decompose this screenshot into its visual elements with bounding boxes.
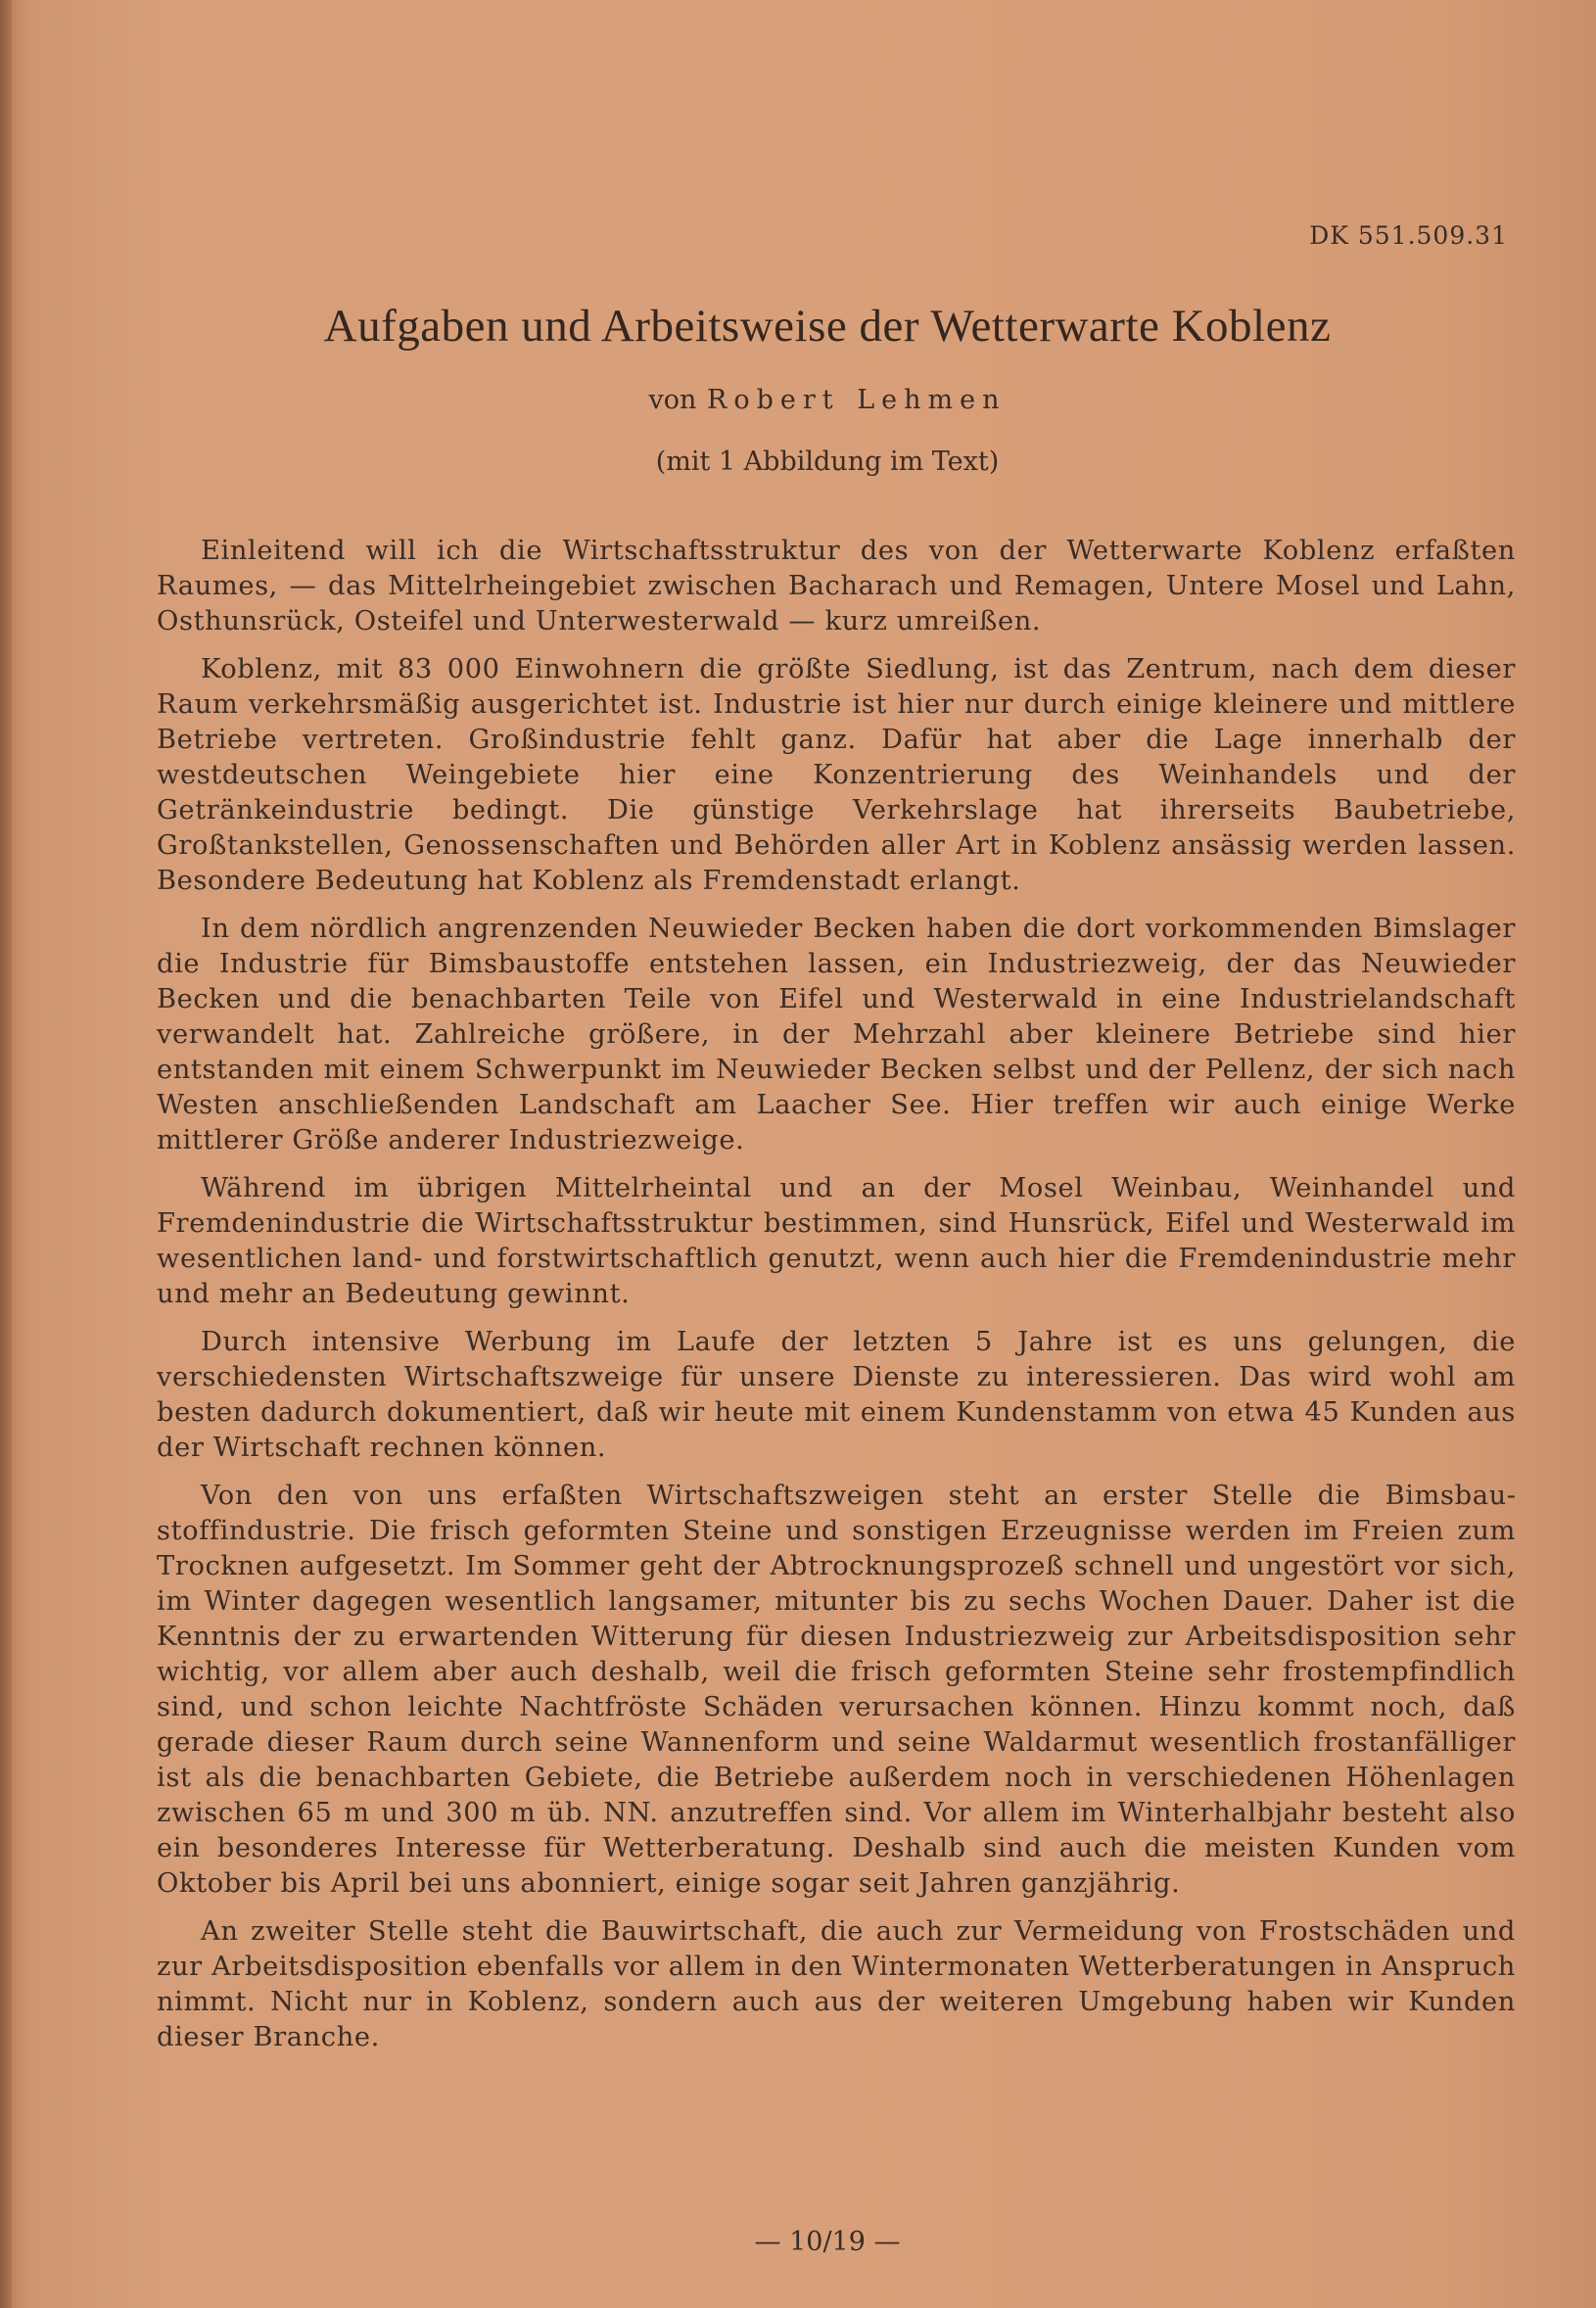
- paragraph: An zweiter Stelle steht die Bauwirtschaft, die auch zur Vermeidung von Frostschäden und zur Arbeitsdisposition ebenfalls vor allem in den Wintermonaten Wetterberatungen in Anspruch nimmt. Nicht nur in Koblenz, sondern auch aus der weiteren Umgebung haben wir Kunden dieser Branche.: [157, 1916, 1516, 2052]
- author-prefix: von: [648, 385, 697, 415]
- paragraph: Einleitend will ich die Wirtschaftsstruktur des von der Wetterwarte Koblenz erfaßten Raumes, — das Mittelrheingebiet zwischen Bacharach und Remagen, Untere Mosel und Lahn, Osthunsrück, Osteifel und Unterwesterwald — kurz umreißen.: [157, 536, 1516, 636]
- figure-note: (mit 1 Abbildung im Text): [655, 447, 1000, 477]
- paragraph: In dem nördlich angrenzenden Neuwieder Becken haben die dort vorkommenden Bimslager die Industrie für Bimsbaustoffe entstehen lassen, ein Industriezweig, der das Neuwieder Becken und die benachbarten Teile von Eifel und Westerwald in eine Industrielandschaft verwandelt hat. Zahlreiche größere, in der Mehrzahl aber kleinere Betriebe sind hier entstanden mit einem Schwerpunkt im Neuwieder Becken selbst und der Pellenz, der sich nach Westen anschließenden Landschaft am Laacher See. Hier treffen wir auch einige Werke mittlerer Größe anderer Industriezweige.: [157, 914, 1516, 1155]
- paragraph: Von den von uns erfaßten Wirtschaftszweigen steht an erster Stelle die Bimsbaustoffindustrie. Die frisch geformten Steine und sonstigen Erzeugnisse werden im Freien zum Trocknen aufgesetzt. Im Sommer geht der Abtrocknungsprozeß schnell und ungestört vor sich, im Winter dagegen wesentlich langsamer, mitunter bis zu sechs Wochen Dauer. Daher ist die Kenntnis der zu erwartenden Witterung für diesen Industriezweig zur Arbeitsdisposition sehr wichtig, vor allem aber auch deshalb, weil die frisch geformten Steine sehr frostempfindlich sind, und schon leichte Nachtfröste Schäden verursachen können. Hinzu kommt noch, daß gerade dieser Raum durch seine Wannenform und seine Waldarmut wesentlich frostanfälliger ist als die benachbarten Gebiete, die Betriebe außerdem noch in verschiedenen Höhenlagen zwischen 65 m und 300 m üb. NN. anzutreffen sind. Vor allem im Winterhalbjahr besteht also ein besonderes Interesse für Wetterberatung. Deshalb sind auch die meisten Kunden vom Oktober bis April bei uns abonniert, einige sogar seit Jahren ganzjährig.: [157, 1481, 1516, 1899]
- author-name: Robert Lehmen: [707, 385, 1007, 415]
- paragraph: Während im übrigen Mittelrheintal und an der Mosel Weinbau, Weinhandel und Fremdenindustrie die Wirtschaftsstruktur bestimmen, sind Hunsrück, Eifel und Westerwald im wesentlichen land- und forstwirtschaftlich genutzt, wenn auch hier die Fremdenindustrie mehr und mehr an Bedeutung gewinnt.: [157, 1173, 1516, 1309]
- classification-code: DK 551.509.31: [1309, 221, 1508, 250]
- page-number: — 10/19 —: [754, 2227, 901, 2257]
- author-line: [0, 385, 1596, 415]
- article-body: [157, 534, 1516, 2068]
- paragraph: Koblenz, mit 83 000 Einwohnern die größte Siedlung, ist das Zentrum, nach dem dieser Raum verkehrsmäßig ausgerichtet ist. Industrie ist hier nur durch einige kleinere und mittlere Betriebe vertreten. Großindustrie fehlt ganz. Dafür hat aber die Lage innerhalb der westdeutschen Weingebiete hier eine Konzentrierung des Weinhandels und der Getränkeindustrie bedingt. Die günstige Verkehrslage hat ihrerseits Baubetriebe, Großtankstellen, Genossenschaften und Behörden aller Art in Koblenz ansässig werden lassen. Besondere Bedeutung hat Koblenz als Fremdenstadt erlangt.: [157, 654, 1516, 896]
- paragraph: Durch intensive Werbung im Laufe der letzten 5 Jahre ist es uns gelungen, die verschiedensten Wirtschaftszweige für unsere Dienste zu interessieren. Das wird wohl am besten dadurch dokumentiert, daß wir heute mit einem Kundenstamm von etwa 45 Kunden aus der Wirtschaft rechnen können.: [157, 1327, 1516, 1463]
- article-title: Aufgaben und Arbeitsweise der Wetterwarte Koblenz: [323, 301, 1332, 352]
